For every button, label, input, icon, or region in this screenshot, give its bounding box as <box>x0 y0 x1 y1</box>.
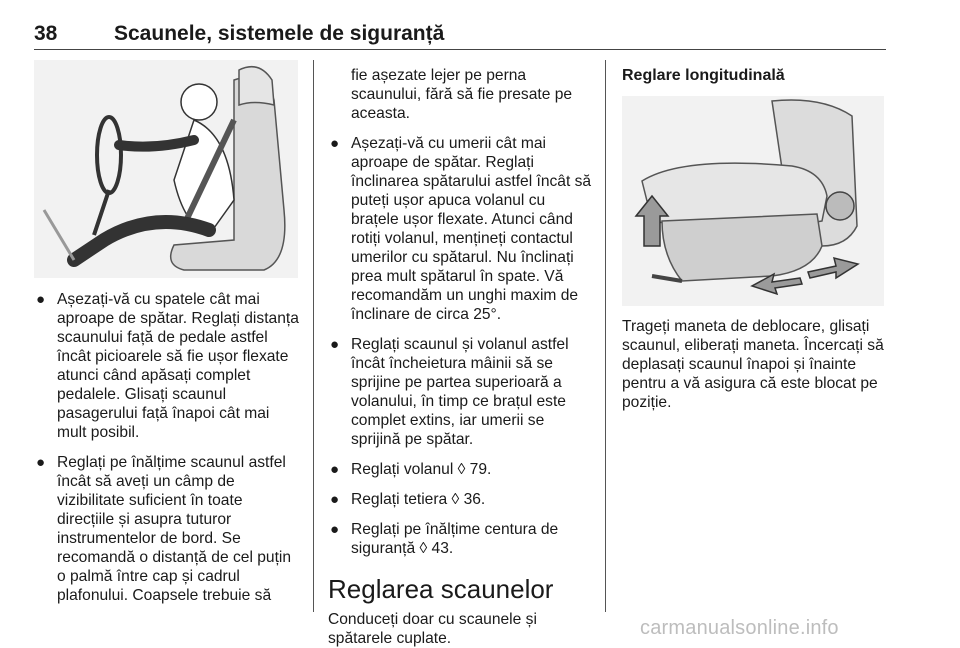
right-column-body <box>622 317 890 412</box>
instruction-text: Trageți maneta de deblocare, glisați scaunul, eliberați maneta. Încercați să deplasați scaunul înapoi și înainte pentru a vă asigura că este blocat pe poziție. <box>622 318 884 411</box>
driver-seating-illustration <box>34 60 298 278</box>
list-item <box>328 460 593 479</box>
list-item: ● Așezați-vă cu spatele cât mai aproape de spătar. Reglați distanța scaunului față de pedale astfel încât picioarele să fie ușor flexate atunci când apăsați complet pedalele. Glisați scaunul pasagerului față înapoi cât mai mult posibil. <box>36 291 299 441</box>
column-divider-left <box>313 60 314 612</box>
list-item: ● Reglați scaunul și volanul astfel încât încheietura mâinii să se sprijine pe partea superioară a volanului, în timp ce brațul este complet extins, iar umerii se sprijină pe spătar. <box>330 336 569 448</box>
page-header <box>34 22 886 52</box>
list-item: ● Așezați-vă cu umerii cât mai aproape de spătar. Reglați înclinarea spătarului astfel încât să puteți ușor apuca volanul cu brațele ușor flexate. Atunci când rotiți volanul, mențineți contactul umerilor cu spătarul. Nu înclinați prea mult spătarul în spate. Vă recomandăm un unghi maxim de înclinare de circa 25°. <box>330 135 592 323</box>
bullet-icon: ● <box>36 291 46 308</box>
bullet-icon: ● <box>330 521 340 538</box>
list-item: ● Reglați pe înălțime scaunul astfel încât să aveți un câmp de vizibilitate suficient în toate direcțiile și asupra tuturor instrumentelor de bord. Se recomandă o distanță de cel puțin o palmă între cap și cadrul plafonului. Coapsele trebuie să <box>36 454 292 604</box>
middle-bullet-list <box>328 134 593 558</box>
bullet-icon: ● <box>330 461 340 478</box>
bullet-icon: ● <box>330 491 340 508</box>
list-item <box>328 490 593 509</box>
middle-column <box>328 66 593 648</box>
seat-adjustment-drawing <box>622 96 884 306</box>
cross-reference: Reglați volanul ◊ 79. <box>351 461 492 478</box>
bullet-icon: ● <box>330 135 340 152</box>
driver-seating-drawing <box>34 60 298 278</box>
section-heading: Reglarea scaunelor <box>328 574 554 604</box>
list-item <box>328 520 593 558</box>
seat-adjustment-illustration <box>622 96 884 306</box>
left-column <box>34 290 302 616</box>
bullet-icon: ● <box>36 454 46 471</box>
subsection-heading: Reglare longitudinală <box>622 67 785 84</box>
continuation-text: fie așezate lejer pe perna scaunului, fără să fie presate pe aceasta. <box>351 67 573 122</box>
left-bullet-list <box>34 290 302 605</box>
right-column <box>622 66 888 85</box>
bullet-icon: ● <box>330 336 340 353</box>
header-rule <box>34 49 886 50</box>
column-divider-right <box>605 60 606 612</box>
watermark: carmanualsonline.info <box>640 617 839 639</box>
cross-reference: Reglați pe înălțime centura de siguranță ◊ 43. <box>351 521 559 557</box>
cross-reference: Reglați tetiera ◊ 36. <box>351 491 486 508</box>
page-number: 38 <box>34 22 58 45</box>
page-title: Scaunele, sistemele de siguranță <box>114 22 445 45</box>
section-text: Conduceți doar cu scaunele și spătarele cuplate. <box>328 611 537 647</box>
